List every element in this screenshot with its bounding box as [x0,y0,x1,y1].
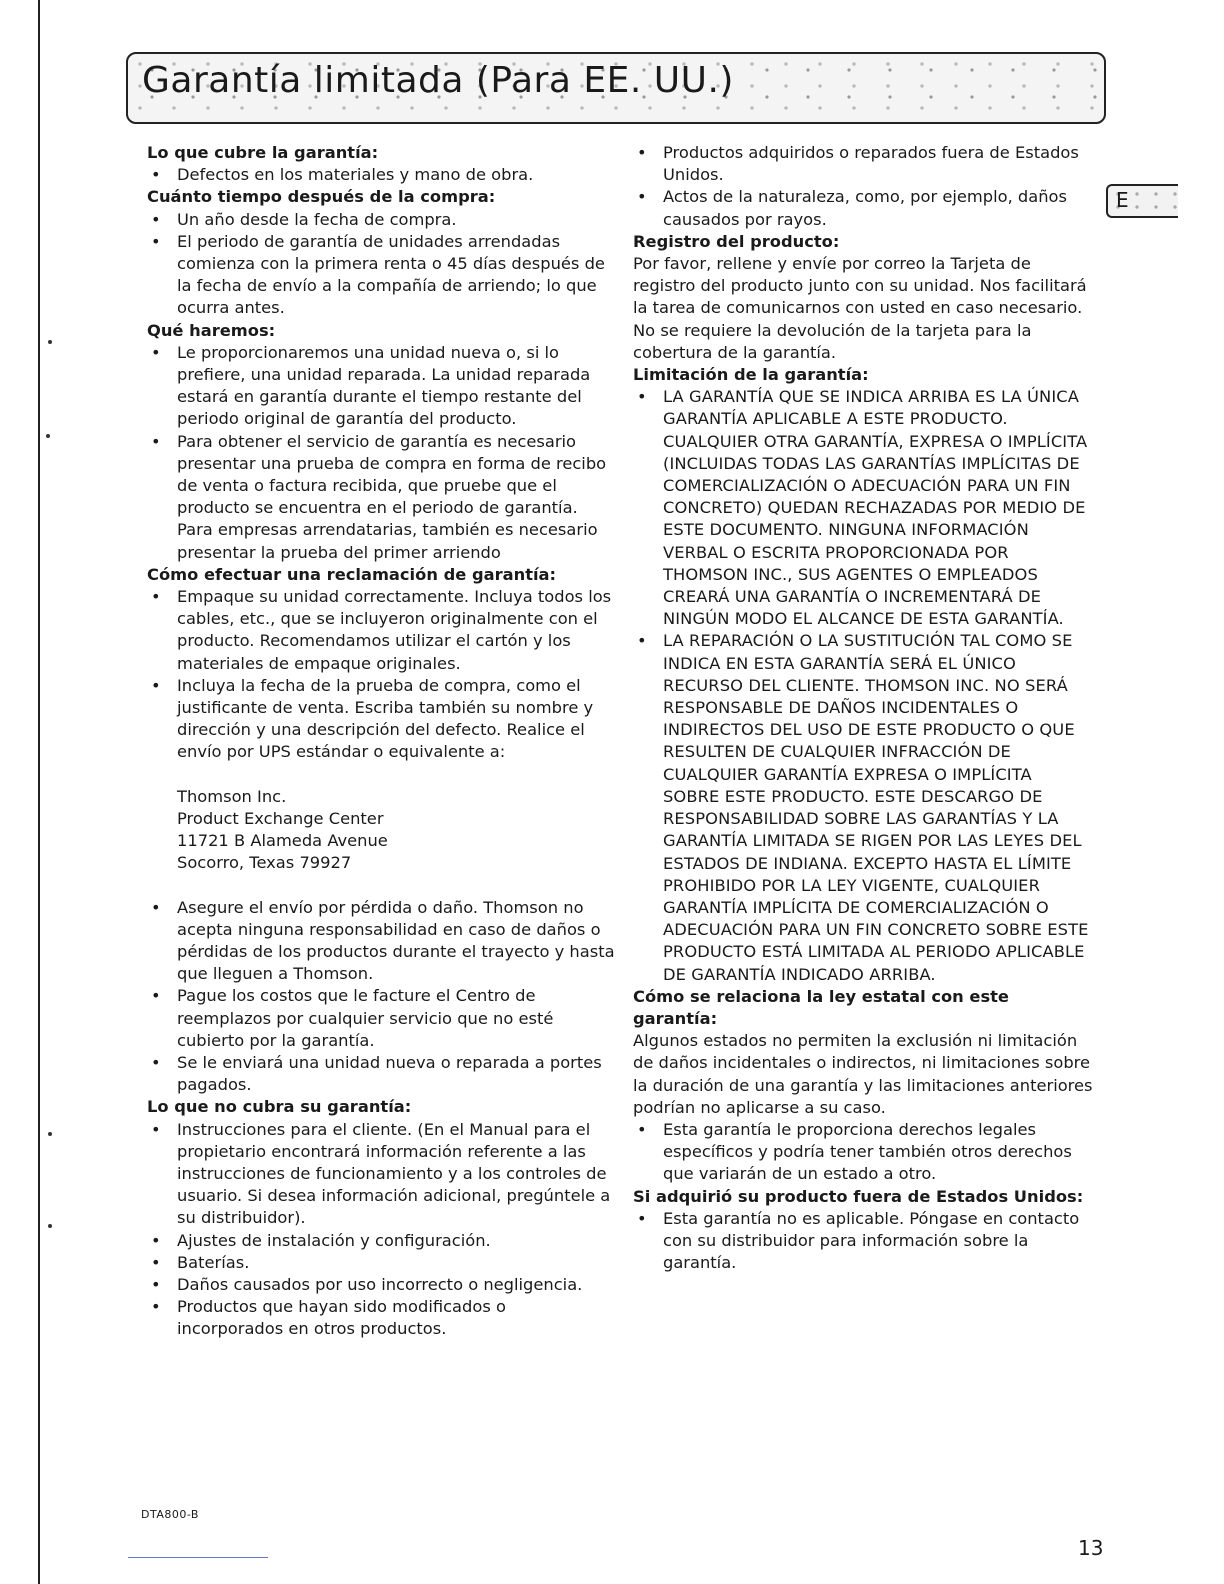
how-long-list [147,209,617,320]
list-item: • Baterías. [147,1252,617,1274]
address-line: Product Exchange Center [177,808,384,828]
page-title: Garantía limitada (Para EE. UU.) [142,60,734,101]
address-line: Thomson Inc. [177,786,287,806]
registration-text: Por favor, rellene y envíe por correo la Tarjeta de registro del producto junto con su unidad. Nos facilitará la tarea de comunicarnos con usted en caso necesario. No se requiere la devolución de la tarjeta para la cobertura de la garantía. [633,254,1087,362]
outside-us-list [633,1208,1093,1275]
list-item: • Daños causados por uso incorrecto o negligencia. [147,1274,617,1296]
list-item: • Defectos en los materiales y mano de obra. [147,164,617,186]
scan-speck [48,1132,52,1136]
scan-speck [48,1224,52,1228]
state-law-list [633,1119,1093,1186]
claim-list [147,586,617,764]
list-item: • Productos adquiridos o reparados fuera de Estados Unidos. [633,142,1093,186]
list-item: • Asegure el envío por pérdida o daño. Thomson no acepta ninguna responsabilidad en caso de daños o pérdidas de los productos durante el trayecto y hasta que lleguen a Thomson. [147,897,617,986]
limitation-list [633,386,1093,985]
list-item: • Le proporcionaremos una unidad nueva o, si lo prefiere, una unidad reparada. La unidad reparada estará en garantía durante el tiempo restante del periodo original de garantía del producto. [147,342,617,431]
mailing-address [147,786,617,875]
language-tab-letter: E [1116,188,1129,212]
list-item: • Instrucciones para el cliente. (En el Manual para el propietario encontrará información referente a las instrucciones de funcionamiento y a los controles de usuario. Si desea información adicional, pregúntele a su distribuidor). [147,1119,617,1230]
left-column [147,142,617,1341]
list-item: • Esta garantía le proporciona derechos legales específicos y podría tener también otros derechos que variarán de un estado a otro. [633,1119,1093,1186]
list-item: • LA GARANTÍA QUE SE INDICA ARRIBA ES LA ÚNICA GARANTÍA APLICABLE A ESTE PRODUCTO. CUALQUIER OTRA GARANTÍA, EXPRESA O IMPLÍCITA (INCLUIDAS TODAS LAS GARANTÍAS IMPLÍCITAS DE COMERCIALIZACIÓN O ADECUACIÓN PARA UN FIN CONCRETO) QUEDAN RECHAZADAS POR MEDIO DE ESTE DOCUMENTO. NINGUNA INFORMACIÓN VERBAL O ESCRITA PROPORCIONADA POR THOMSON INC., SUS AGENTES O EMPLEADOS CREARÁ UNA GARANTÍA O INCREMENTARÁ DE NINGÚN MODO EL ALCANCE DE ESTA GARANTÍA. [633,386,1093,630]
covers-list [147,164,617,186]
list-item: • LA REPARACIÓN O LA SUSTITUCIÓN TAL COMO SE INDICA EN ESTA GARANTÍA SERÁ EL ÚNICO RECURSO DEL CLIENTE. THOMSON INC. NO SERÁ RESPONSABLE DE DAÑOS INCIDENTALES O INDIRECTOS DEL USO DE ESTE PRODUCTO O QUE RESULTEN DE CUALQUIER INFRACCIÓN DE CUALQUIER GARANTÍA EXPRESA O IMPLÍCITA SOBRE ESTE PRODUCTO. ESTE DESCARGO DE RESPONSABILIDAD SOBRE LAS GARANTÍAS Y LA GARANTÍA LIMITADA SE RIGEN POR LAS LEYES DEL ESTADOS DE INDIANA. EXCEPTO HASTA EL LÍMITE PROHIBIDO POR LA LEY VIGENTE, CUALQUIER GARANTÍA IMPLÍCITA DE COMERCIALIZACIÓN O ADECUACIÓN PARA UN FIN CONCRETO SOBRE ESTE PRODUCTO ESTÁ LIMITADA AL PERIODO APLICABLE DE GARANTÍA INDICADO ARRIBA. [633,630,1093,985]
list-item: • El periodo de garantía de unidades arrendadas comienza con la primera renta o 45 días después de la fecha de envío a la compañía de arriendo; lo que ocurra antes. [147,231,617,320]
scan-speck [46,434,50,438]
footer-line [128,1557,268,1558]
right-column [633,142,1093,1274]
title-banner [126,52,1106,124]
heading-registration: Registro del producto: [633,231,840,251]
heading-how-long: Cuánto tiempo después de la compra: [147,187,496,207]
not-covered-list [147,1119,617,1341]
heading-claim: Cómo efectuar una reclamación de garantía: [147,564,557,584]
list-item: • Incluya la fecha de la prueba de compra, como el justificante de venta. Escriba también su nombre y dirección y una descripción del defecto. Realice el envío por UPS estándar o equivalente a: [147,675,617,764]
heading-what-we-do: Qué haremos: [147,320,276,340]
left-margin-rule [38,0,40,1584]
list-item: • Ajustes de instalación y configuración. [147,1230,617,1252]
list-item: • Para obtener el servicio de garantía es necesario presentar una prueba de compra en forma de recibo de venta o factura recibida, que pruebe que el producto se encuentra en el periodo de garantía. Para empresas arrendatarias, también es necesario presentar la prueba del primer arriendo [147,431,617,564]
list-item: • Pague los costos que le facture el Centro de reemplazos por cualquier servicio que no esté cubierto por la garantía. [147,985,617,1052]
language-tab [1106,184,1178,218]
list-item: • Un año desde la fecha de compra. [147,209,617,231]
list-item: • Actos de la naturaleza, como, por ejemplo, daños causados por rayos. [633,186,1093,230]
address-line: 11721 B Alameda Avenue [177,831,388,851]
list-item: • Se le enviará una unidad nueva o reparada a portes pagados. [147,1052,617,1096]
heading-outside-us: Si adquirió su producto fuera de Estados Unidos: [633,1186,1084,1206]
claim-list-continued [147,897,617,1097]
scan-speck [48,340,52,344]
heading-covers: Lo que cubre la garantía: [147,143,379,162]
model-code: DTA800-B [141,1508,199,1521]
heading-limitation: Limitación de la garantía: [633,365,869,385]
heading-not-covered: Lo que no cubra su garantía: [147,1097,412,1117]
address-line: Socorro, Texas 79927 [177,853,352,873]
heading-state-law: Cómo se relaciona la ley estatal con este garantía: [633,986,1009,1028]
list-item: • Esta garantía no es aplicable. Póngase en contacto con su distribuidor para información sobre la garantía. [633,1208,1093,1275]
list-item: • Empaque su unidad correctamente. Incluya todos los cables, etc., que se incluyeron originalmente con el producto. Recomendamos utilizar el cartón y los materiales de empaque originales. [147,586,617,675]
what-we-do-list [147,342,617,564]
page-number: 13 [1078,1536,1104,1560]
not-covered-list-continued [633,142,1093,231]
list-item: • Productos que hayan sido modificados o incorporados en otros productos. [147,1296,617,1340]
state-law-text: Algunos estados no permiten la exclusión ni limitación de daños incidentales o indirectos, ni limitaciones sobre la duración de una garantía y las limitaciones anteriores podrían no aplicarse a su caso. [633,1031,1093,1117]
